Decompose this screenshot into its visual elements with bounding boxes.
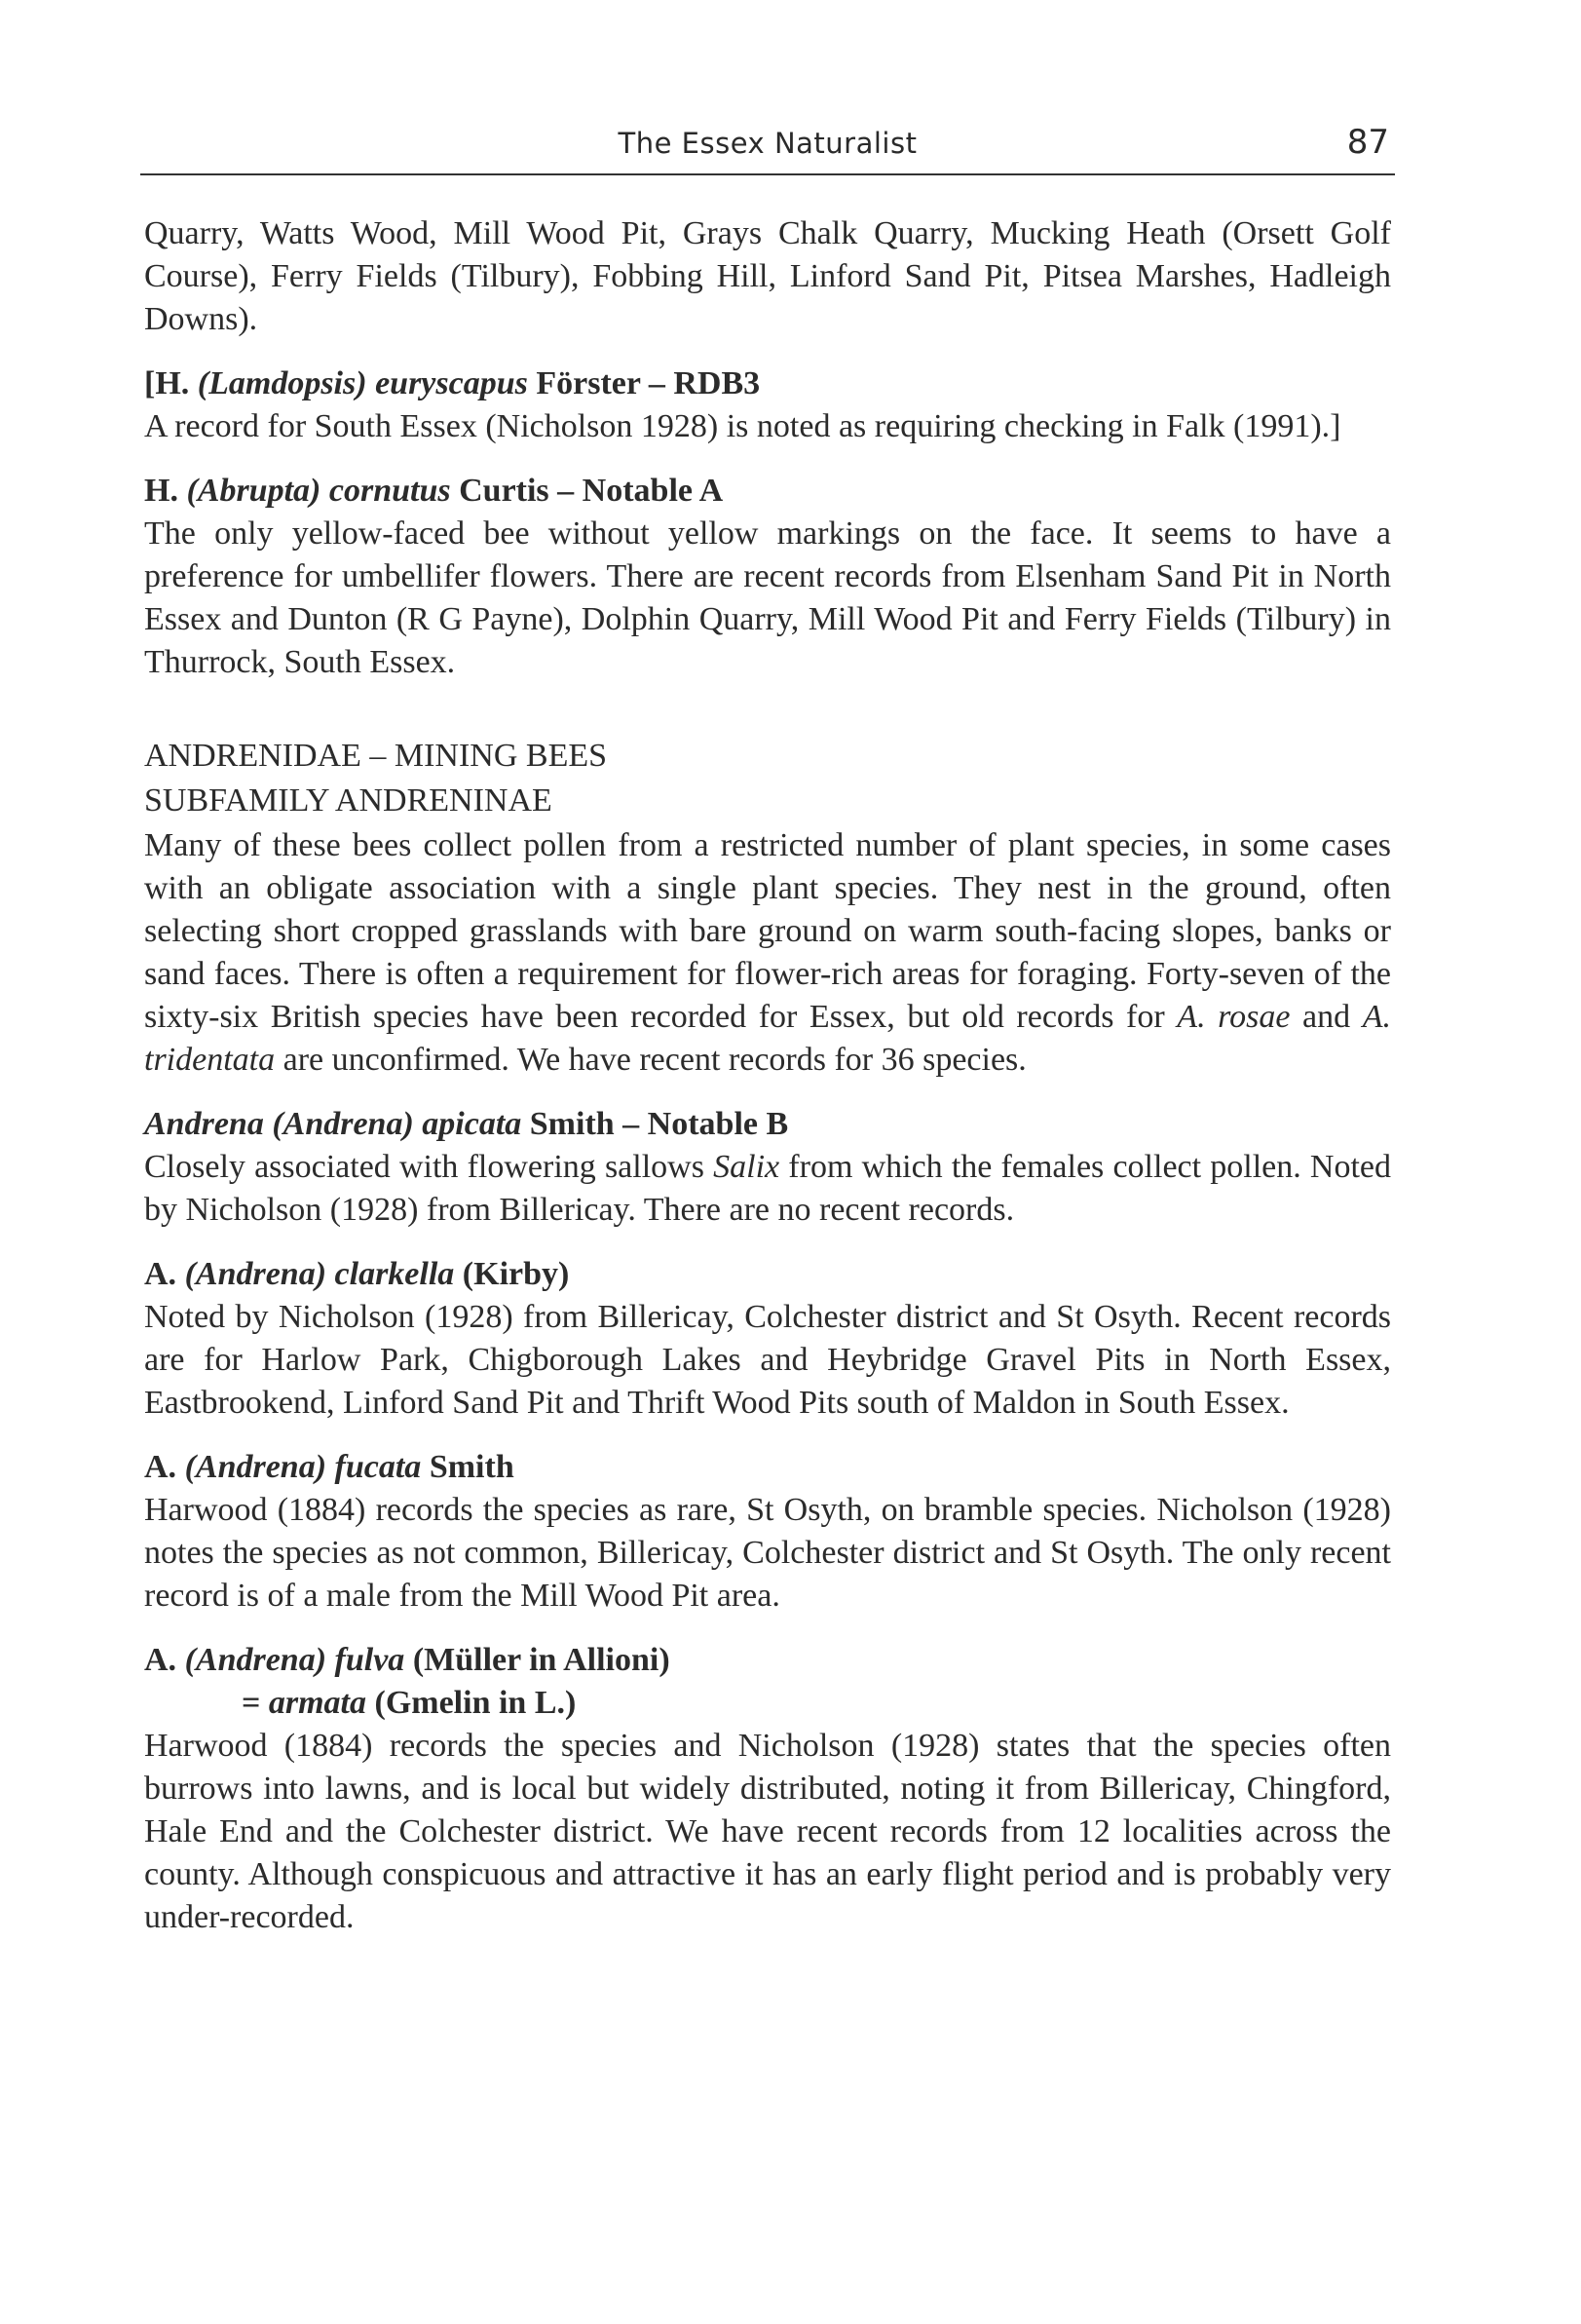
journal-title: The Essex Naturalist bbox=[618, 127, 918, 160]
species-heading-cornutus: H. (Abrupta) cornutus Curtis – Notable A bbox=[144, 473, 724, 509]
species-text-clarkella: Noted by Nicholson (1928) from Billericay, Colchester district and St Osyth. Recent records are for Harlow Park, Chigborough Lakes and Heybridge Gravel Pits in North Essex, Eastbrookend, Linford Sand Pit and Thrift Wood Pits south of Maldon in South Essex. bbox=[144, 1299, 1391, 1421]
species-text-apicata: Closely associated with flowering sallows Salix from which the females collect pollen. Noted by Nicholson (1928) from Billericay. There are no recent records. bbox=[144, 1149, 1391, 1228]
synonym-heading-armata: = armata (Gmelin in L.) bbox=[242, 1685, 577, 1721]
species-heading-clarkella: A. (Andrena) clarkella (Kirby) bbox=[144, 1256, 570, 1292]
species-text-fucata: Harwood (1884) records the species as rare, St Osyth, on bramble species. Nicholson (1928) notes the species as not common, Billericay, Colchester district and St Osyth. The only recent record is of a male from the Mill Wood Pit area. bbox=[144, 1492, 1391, 1614]
article-body bbox=[144, 212, 1391, 1939]
page-number: 87 bbox=[1346, 123, 1389, 162]
species-heading-fucata: A. (Andrena) fucata Smith bbox=[144, 1449, 514, 1485]
family-heading: ANDRENIDAE – MINING BEES bbox=[144, 738, 608, 774]
species-heading-euryscapus: [H. (Lamdopsis) euryscapus Förster – RDB3 bbox=[144, 365, 761, 401]
species-heading-fulva: A. (Andrena) fulva (Müller in Allioni) bbox=[144, 1642, 670, 1678]
species-text-fulva: Harwood (1884) records the species and Nicholson (1928) states that the species often burrows into lawns, and is local but widely distributed, noting it from Billericay, Chingford, Hale End and the Colchester district. We have recent records from 12 localities across the county. Although conspicuous and attractive it has an early flight period and is probably very under-recorded. bbox=[144, 1728, 1391, 1935]
species-heading-apicata: Andrena (Andrena) apicata Smith – Notable B bbox=[144, 1106, 789, 1142]
running-header bbox=[140, 115, 1395, 175]
species-text-euryscapus: A record for South Essex (Nicholson 1928) is noted as requiring checking in Falk (1991).] bbox=[144, 408, 1341, 444]
species-text-cornutus: The only yellow-faced bee without yellow markings on the face. It seems to have a preference for umbellifer flowers. There are recent records from Elsenham Sand Pit in North Essex and Dunton (R G Payne), Dolphin Quarry, Mill Wood Pit and Ferry Fields (Tilbury) in Thurrock, South Essex. bbox=[144, 515, 1391, 680]
continued-paragraph: Quarry, Watts Wood, Mill Wood Pit, Grays Chalk Quarry, Mucking Heath (Orsett Golf Course), Ferry Fields (Tilbury), Fobbing Hill, Linford Sand Pit, Pitsea Marshes, Hadleigh Downs). bbox=[144, 215, 1391, 337]
family-intro: Many of these bees collect pollen from a restricted number of plant species, in some cases with an obligate association with a single plant species. They nest in the ground, often selecting short cropped grasslands with bare ground on warm south-facing slopes, banks or sand faces. There is often a requirement for flower-rich areas for foraging. Forty-seven of the sixty-six British species have been recorded for Essex, but old records for A. rosae and A. tridentata are unconfirmed. We have recent records for 36 species. bbox=[144, 827, 1392, 1078]
subfamily-heading: SUBFAMILY ANDRENINAE bbox=[144, 782, 552, 819]
